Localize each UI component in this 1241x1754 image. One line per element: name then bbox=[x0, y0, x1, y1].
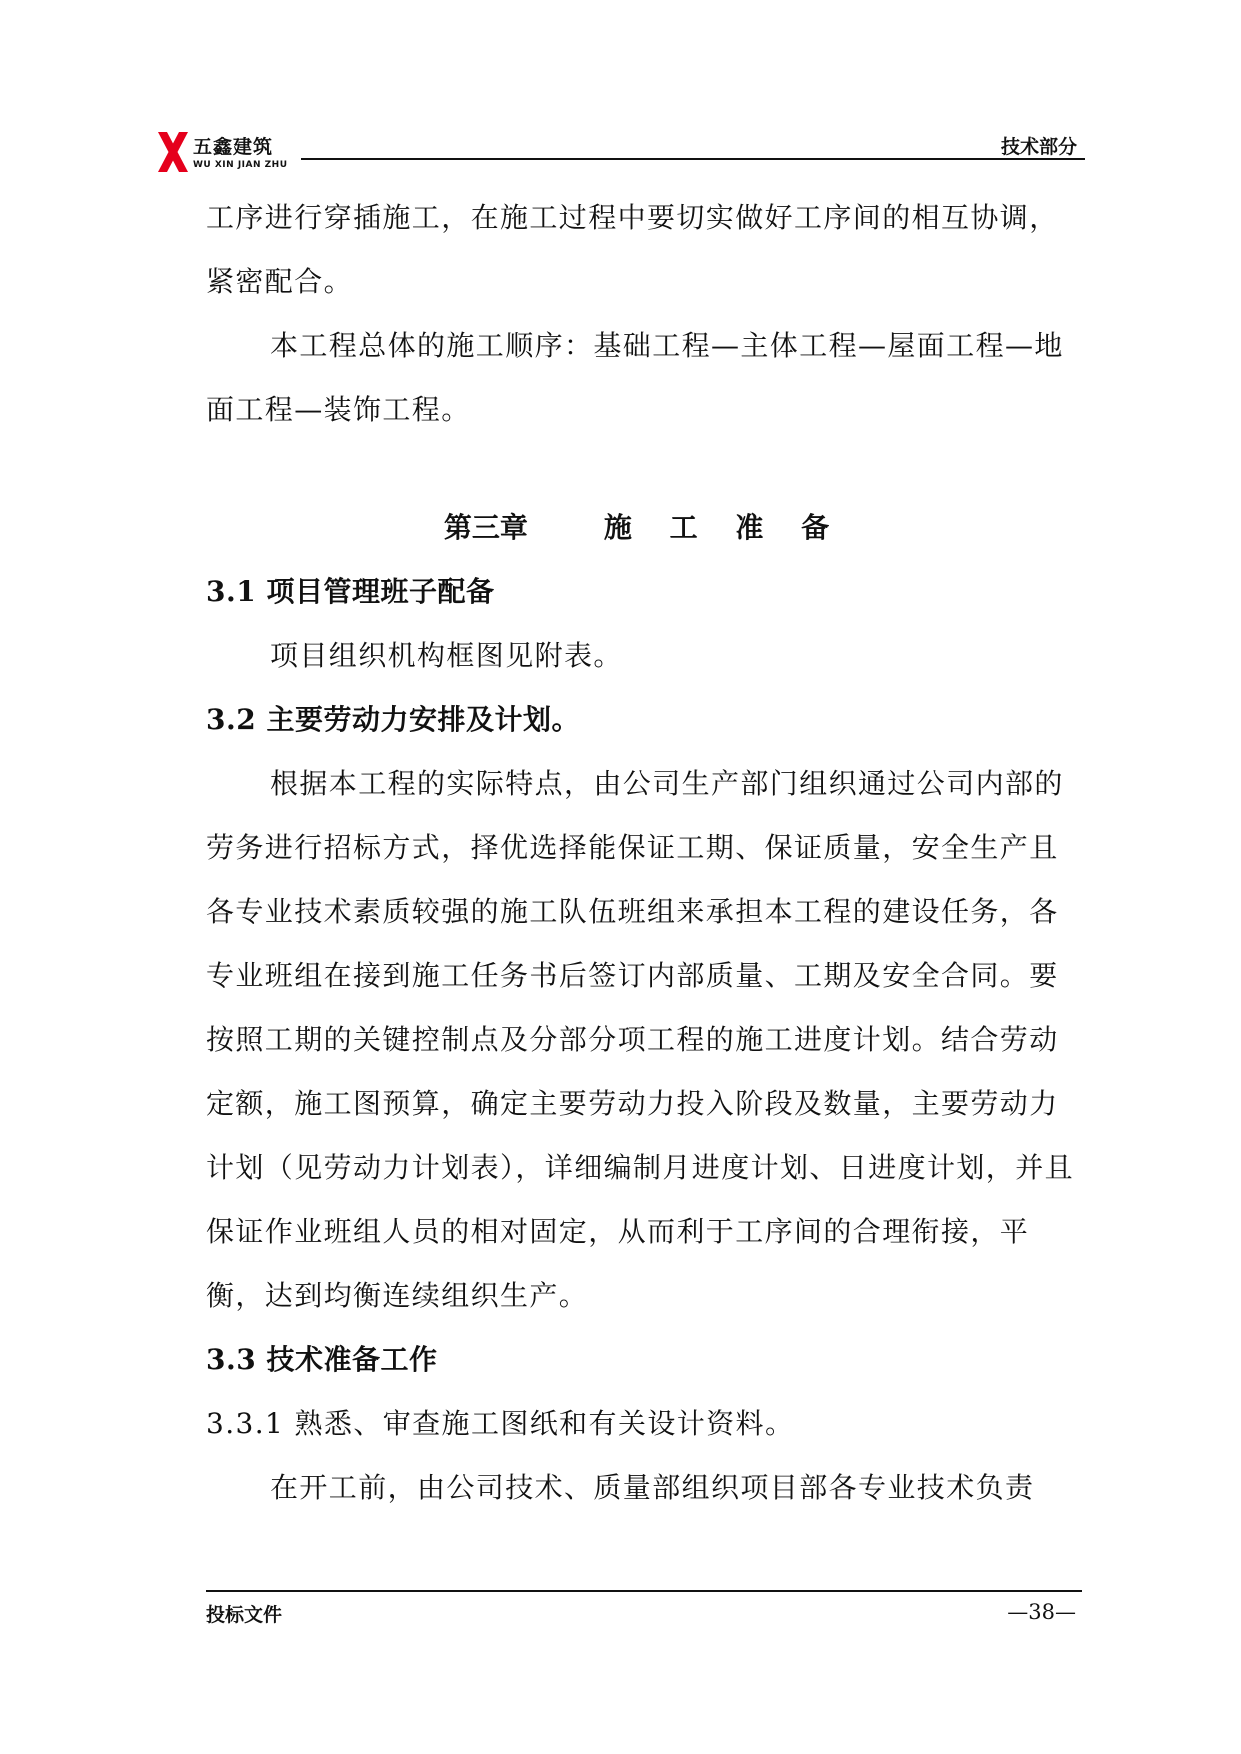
document-body bbox=[206, 186, 1081, 1520]
header-section-label: 技术部分 bbox=[1000, 136, 1077, 158]
logo-x-icon bbox=[155, 130, 191, 174]
subsection-3-3-1: 3.3.1 熟悉、审查施工图纸和有关设计资料。 bbox=[206, 1407, 795, 1440]
header-rule bbox=[301, 158, 1085, 160]
logo-text-cn: 五鑫建筑 bbox=[193, 136, 274, 158]
company-logo bbox=[155, 130, 288, 182]
section-3-2-heading: 3.2 主要劳动力安排及计划。 bbox=[206, 703, 580, 736]
footer-doc-label: 投标文件 bbox=[206, 1604, 283, 1626]
page-number: —38— bbox=[1007, 1600, 1076, 1624]
section-3-3-text: 在开工前，由公司技术、质量部组织项目部各专业技术负责 bbox=[270, 1471, 1035, 1504]
paragraph-2: 本工程总体的施工顺序：基础工程—主体工程—屋面工程—地面工程—装饰工程。 bbox=[206, 329, 1064, 426]
section-3-1-heading: 3.1 项目管理班子配备 bbox=[206, 575, 495, 608]
chapter-name: 施 工 准 备 bbox=[603, 511, 844, 544]
section-3-1-text: 项目组织机构框图见附表。 bbox=[270, 639, 623, 672]
section-3-3-heading: 3.3 技术准备工作 bbox=[206, 1343, 438, 1376]
chapter-title bbox=[206, 496, 1081, 560]
page-header bbox=[155, 120, 1085, 180]
logo-text-en: WU XIN JIAN ZHU bbox=[193, 160, 288, 170]
section-3-2-text: 根据本工程的实际特点，由公司生产部门组织通过公司内部的劳务进行招标方式，择优选择能保证工期、保证质量，安全生产且各专业技术素质较强的施工队伍班组来承担本工程的建设任务，各专业班组在接到施工任务书后签订内部质量、工期及安全合同。要按照工期的关键控制点及分部分项工程的施工进度计划。结合劳动定额，施工图预算，确定主要劳动力投入阶段及数量，主要劳动力计划（见劳动力计划表），详细编制月进度计划、日进度计划，并且保证作业班组人员的相对固定，从而利于工序间的合理衔接，平衡，达到均衡连续组织生产。 bbox=[206, 767, 1075, 1312]
page-footer bbox=[206, 1590, 1082, 1640]
paragraph-1: 工序进行穿插施工，在施工过程中要切实做好工序间的相互协调，紧密配合。 bbox=[206, 201, 1059, 298]
footer-rule bbox=[206, 1590, 1082, 1592]
chapter-number: 第三章 bbox=[443, 511, 528, 544]
